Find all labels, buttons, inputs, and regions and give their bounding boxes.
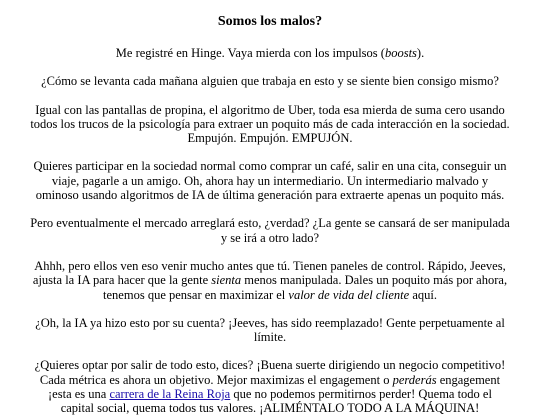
paragraph-8	[30, 358, 510, 415]
paragraph-1-text-b: ).	[416, 46, 425, 60]
paragraph-5: Pero eventualmente el mercado arreglará esto, ¿verdad? ¿La gente se cansará de ser manipulada y se irá a otro lado?	[30, 216, 510, 245]
red-queen-race-link[interactable]: carrera de la Reina Roja	[109, 387, 231, 402]
paragraph-6-text-c: aquí.	[409, 287, 437, 302]
paragraph-8-text-b: engagement ¡esta es una	[48, 372, 501, 402]
paragraph-4: Quieres participar en la sociedad normal como comprar un café, salir en una cita, conseguir un viaje, pagarle a un amigo. Oh, ahora hay un intermediario. Un intermediario malvado y ominoso usando algoritmos de IA de última generación para extraerte apenas un poquito más.	[33, 159, 507, 203]
paragraph-6-text-b: menos manipulada. Dales un poquito más por ahora, tenemos que pensar en maximizar el	[103, 273, 508, 302]
paragraph-6	[30, 259, 510, 302]
paragraph-8-text-c: que no podemos permitirnos perder! Quema todo el capital social, quema todos tus valores. ¡ALIMÉNTALO TODO A LA MÁQUINA!	[60, 387, 492, 416]
paragraph-8-emphasis: perderás	[392, 372, 437, 387]
paragraph-6-emphasis-2: valor de vida del cliente	[288, 287, 410, 302]
paragraph-1	[30, 46, 510, 60]
paragraph-6-text-a: Ahhh, pero ellos ven eso venir mucho antes que tú. Tienen paneles de control. Rápido, Jeeves, ajusta la IA para hacer que la gente	[32, 258, 506, 288]
paragraph-8-text-a: ¿Quieres optar por salir de todo esto, dices? ¡Buena suerte dirigiendo un negocio competitivo! Cada métrica es ahora un objetivo. Mejor maximizas el engagement o	[34, 358, 506, 387]
article	[30, 0, 510, 416]
paragraph-1-emphasis: boosts	[384, 46, 417, 60]
paragraph-7: ¿Oh, la IA ya hizo esto por su cuenta? ¡Jeeves, has sido reemplazado! Gente perpetuamente al límite.	[35, 315, 505, 345]
paragraph-6-emphasis-1: sienta	[211, 273, 242, 288]
paragraph-2: ¿Cómo se levanta cada mañana alguien que trabaja en esto y se siente bien consigo mismo?	[41, 74, 499, 89]
paragraph-3: Igual con las pantallas de propina, el algoritmo de Uber, toda esa mierda de suma cero usando todos los trucos de la psicología para extraer un poquito más de cada interacción en la sociedad. Empujón. Empujón. EMPUJÓN.	[30, 102, 510, 146]
page-title: Somos los malos?	[217, 14, 323, 29]
paragraph-1-text-a: Me registré en Hinge. Vaya mierda con los impulsos (	[115, 46, 385, 60]
